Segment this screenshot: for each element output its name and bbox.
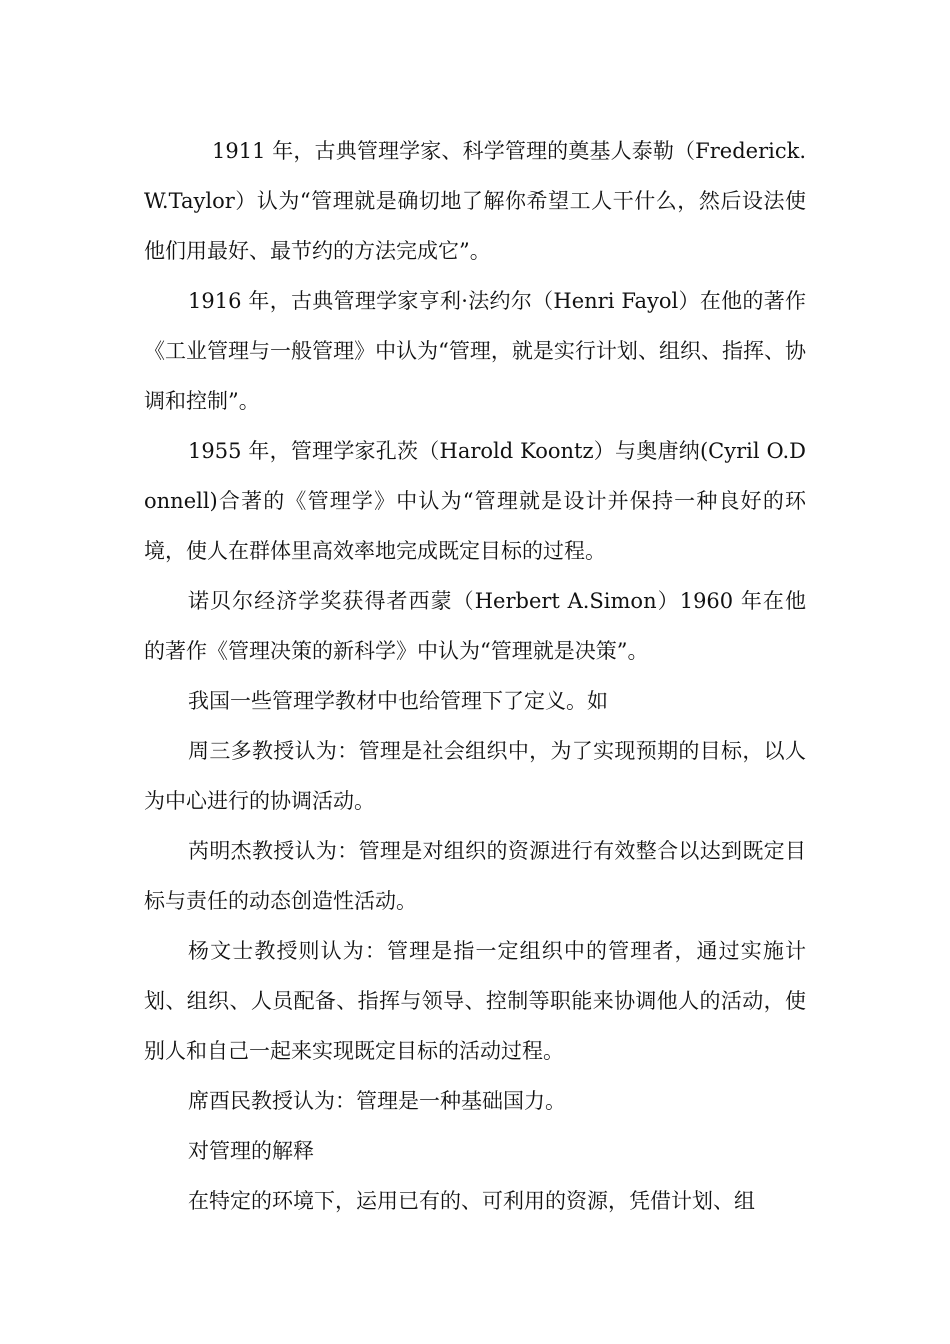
section-heading-management-explanation: 对管理的解释 xyxy=(188,1139,314,1163)
paragraph-management-explanation: 在特定的环境下，运用已有的、可利用的资源，凭借计划、组 xyxy=(188,1189,755,1213)
paragraph-fayol-definition: 1916 年，古典管理学家亨利·法约尔（Henri Fayol）在他的著作《工业管理与一般管理》中认为“管理，就是实行计划、组织、指挥、协调和控制”。 xyxy=(144,289,806,413)
paragraph-yang-wenshi-definition: 杨文士教授则认为：管理是指一定组织中的管理者，通过实施计划、组织、人员配备、指挥与领导、控制等职能来协调他人的活动，使别人和自己一起来实现既定目标的活动过程。 xyxy=(144,939,806,1063)
paragraph-rui-mingjie-definition: 芮明杰教授认为：管理是对组织的资源进行有效整合以达到既定目标与责任的动态创造性活动。 xyxy=(144,839,806,913)
paragraph-chinese-textbooks-intro: 我国一些管理学教材中也给管理下了定义。如 xyxy=(188,689,608,713)
paragraph-koontz-definition: 1955 年，管理学家孔茨（Harold Koontz）与奥唐纳(Cyril O.Donnell)合著的《管理学》中认为“管理就是设计并保持一种良好的环境，使人在群体里高效率地完成既定目标的过程。 xyxy=(144,439,806,563)
document-body xyxy=(144,126,806,1226)
paragraph-simon-definition: 诺贝尔经济学奖获得者西蒙（Herbert A.Simon）1960 年在他的著作《管理决策的新科学》中认为“管理就是决策”。 xyxy=(144,589,806,663)
paragraph-zhou-sanduo-definition: 周三多教授认为：管理是社会组织中，为了实现预期的目标，以人为中心进行的协调活动。 xyxy=(144,739,806,813)
paragraph-xi-youmin-definition: 席酉民教授认为：管理是一种基础国力。 xyxy=(188,1089,566,1113)
paragraph-taylor-definition: 1911 年，古典管理学家、科学管理的奠基人泰勒（Frederick.W.Taylor）认为“管理就是确切地了解你希望工人干什么，然后设法使他们用最好、最节约的方法完成它”。 xyxy=(144,139,806,263)
